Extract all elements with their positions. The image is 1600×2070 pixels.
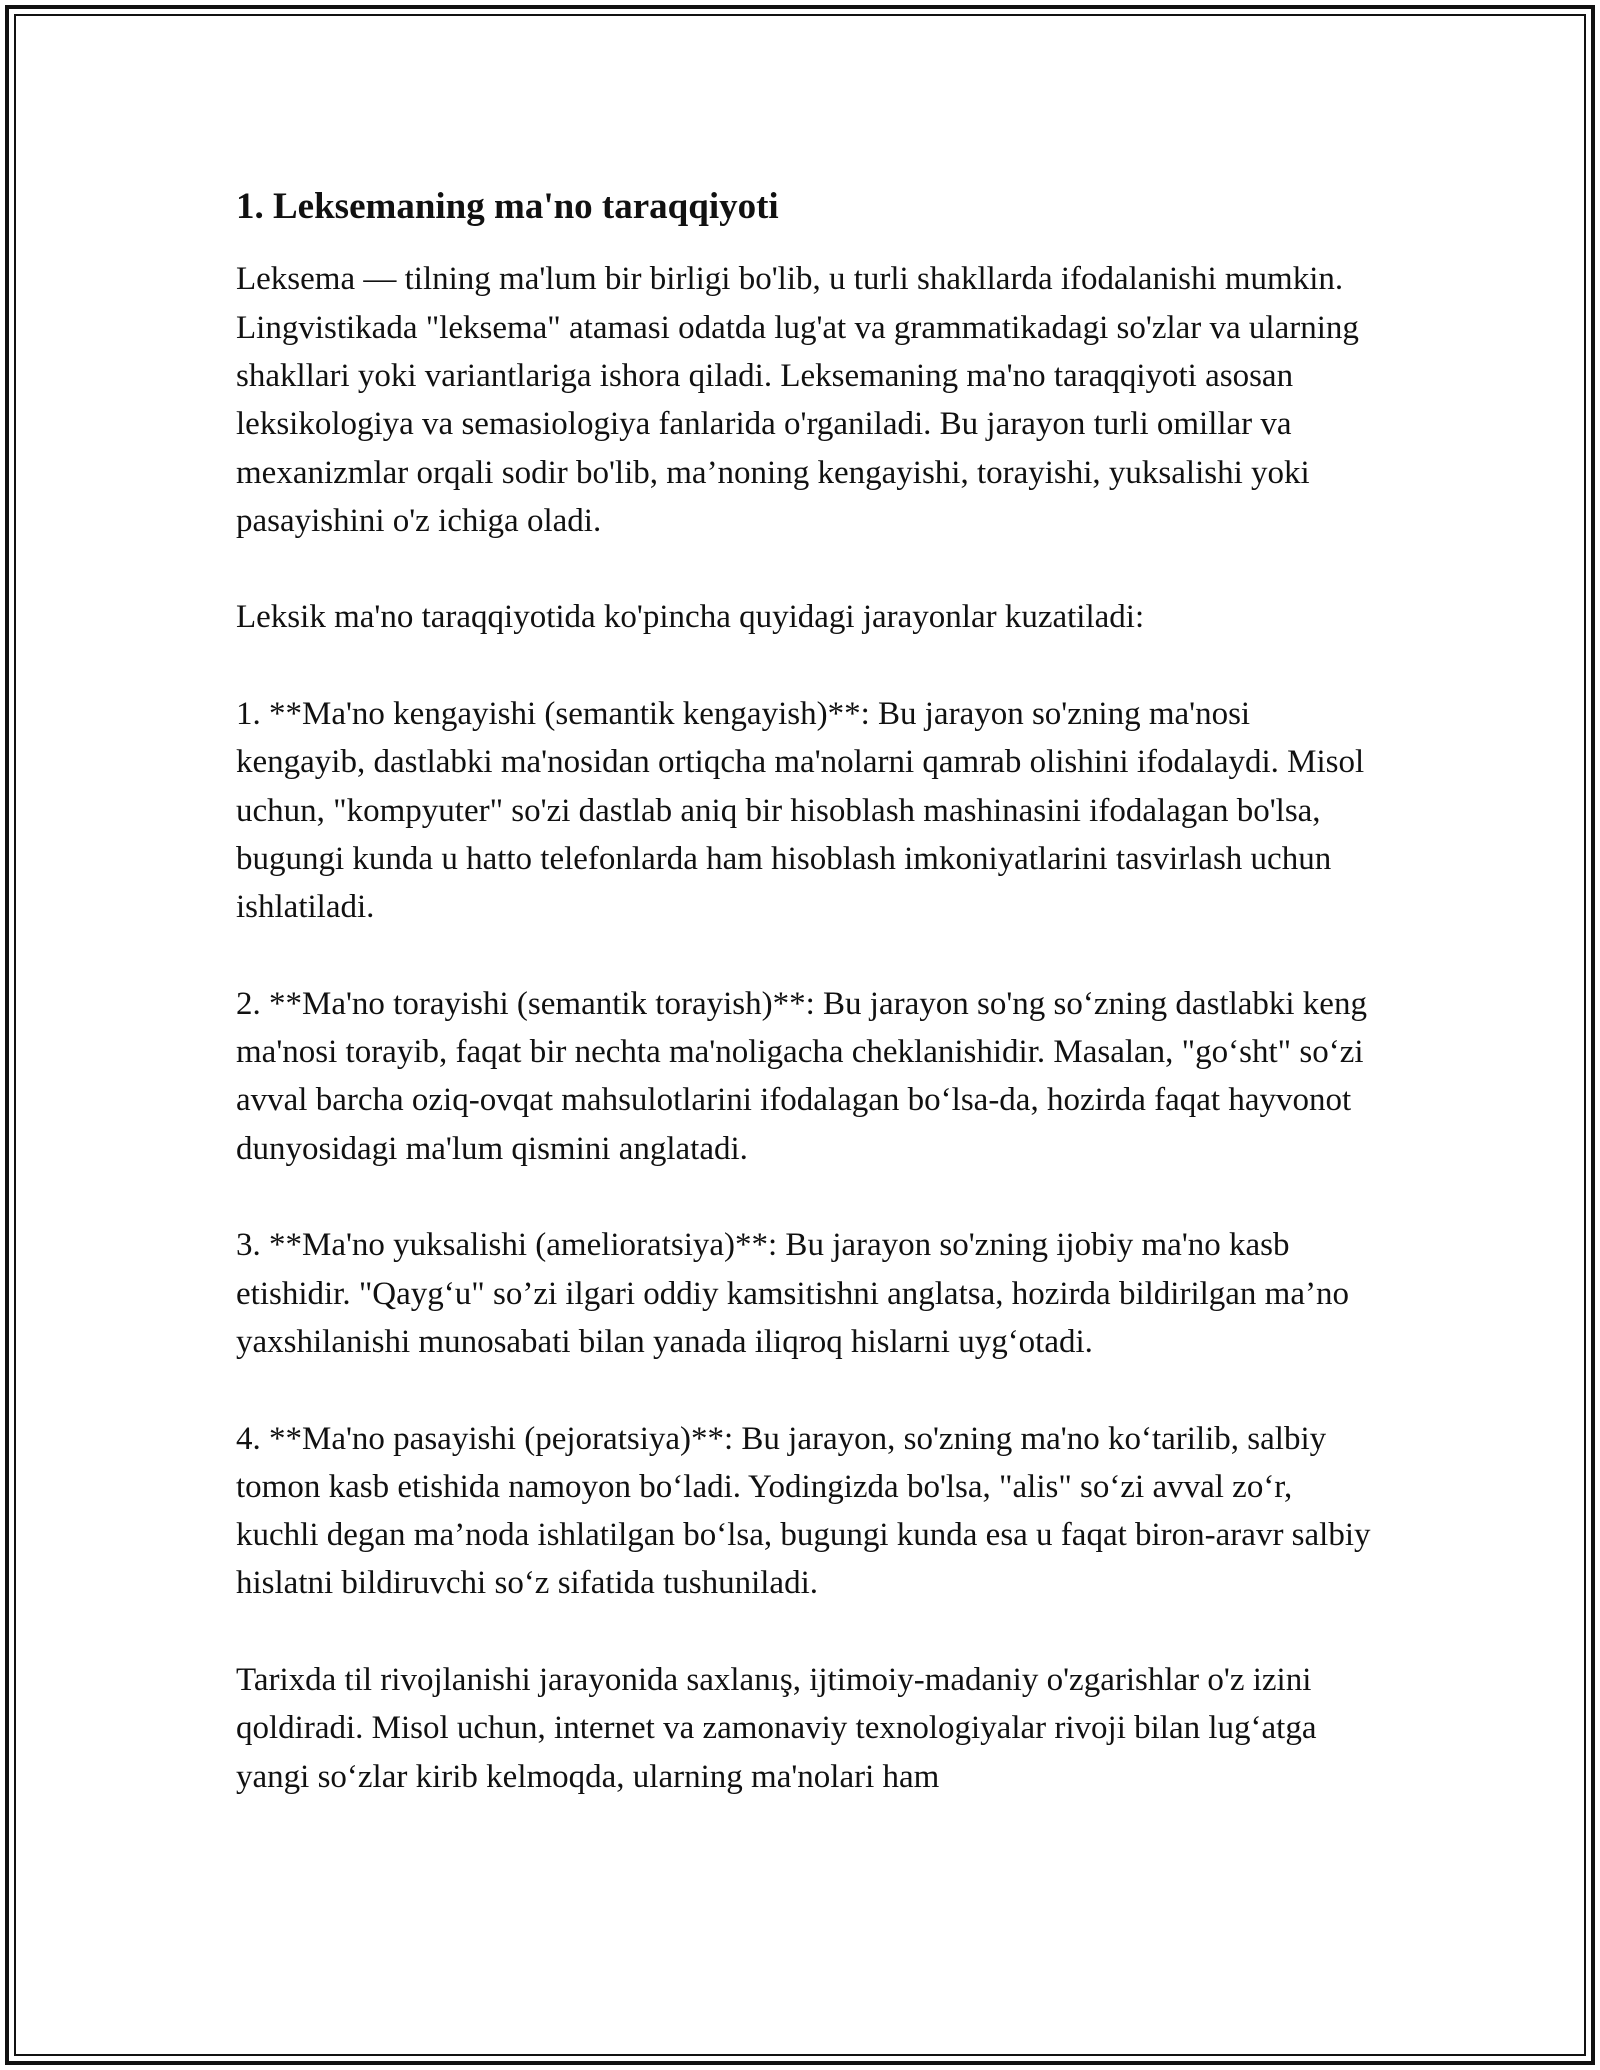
section-heading: 1. Leksemaning ma'no taraqqiyoti: [236, 186, 779, 227]
paragraph-item-1: 1. **Ma'no kengayishi (semantik kengayish)**: Bu jarayon so'zning ma'nosi kengayib, dastlabki ma'nosidan ortiqcha ma'nolarni qamrab olishini ifodalaydi. Misol uchun, "kompyuter" so'zi dastlab aniq bir hisoblash mashinasini ifodalagan bo'lsa, bugungi kunda u hatto telefonlarda ham hisoblash imkoniyatlarini tasvirlash uchun ishlatiladi.: [236, 696, 1365, 926]
paragraph-conclusion: Tarixda til rivojlanishi jarayonida saxlanış, ijtimoiy-madaniy o'zgarishlar o'z izini qoldiradi. Misol uchun, internet va zamonaviy texnologiyalar rivoji bilan lug‘atga yangi so‘zlar kirib kelmoqda, ularning ma'nolari ham: [236, 1662, 1317, 1795]
document-body: [236, 185, 1376, 1849]
paragraph-item-3: 3. **Ma'no yuksalishi (amelioratsiya)**: Bu jarayon so'zning ijobiy ma'no kasb etishidir. "Qayg‘u" so’zi ilgari oddiy kamsitishni anglatsa, hozirda bildirilgan ma’no yaxshilanishi munosabati bilan yanada iliqroq hislarni uyg‘otadi.: [236, 1227, 1349, 1360]
paragraph-lead-in: Leksik ma'no taraqqiyotida ko'pincha quyidagi jarayonlar kuzatiladi:: [236, 599, 1145, 636]
paragraph-intro: Leksema — tilning ma'lum bir birligi bo'lib, u turli shakllarda ifodalanishi mumkin. Lingvistikada "leksema" atamasi odatda lug'at va grammatikadagi so'zlar va ularning shakllari yoki variantlariga ishora qiladi. Leksemaning ma'no taraqqiyoti asosan leksikologiya va semasiologiya fanlarida o'rganiladi. Bu jarayon turli omillar va mexanizmlar orqali sodir bo'lib, ma’noning kengayishi, torayishi, yuksalishi yoki pasayishini o'z ichiga oladi.: [236, 261, 1359, 539]
paragraph-item-2: 2. **Ma'no torayishi (semantik torayish)**: Bu jarayon so'ng so‘zning dastlabki keng ma'nosi torayib, faqat bir nechta ma'noligacha cheklanishidir. Masalan, "go‘sht" so‘zi avval barcha oziq-ovqat mahsulotlarini ifodalagan bo‘lsa-da, hozirda faqat hayvonot dunyosidagi ma'lum qismini anglatadi.: [236, 985, 1367, 1167]
paragraph-item-4: 4. **Ma'no pasayishi (pejoratsiya)**: Bu jarayon, so'zning ma'no ko‘tarilib, salbiy tomon kasb etishida namoyon bo‘ladi. Yodingizda bo'lsa, "alis" so‘zi avval zo‘r, kuchli degan ma’noda ishlatilgan bo‘lsa, bugungi kunda esa u faqat biron-aravr salbiy hislatni bildiruvchi so‘z sifatida tushuniladi.: [236, 1420, 1371, 1602]
